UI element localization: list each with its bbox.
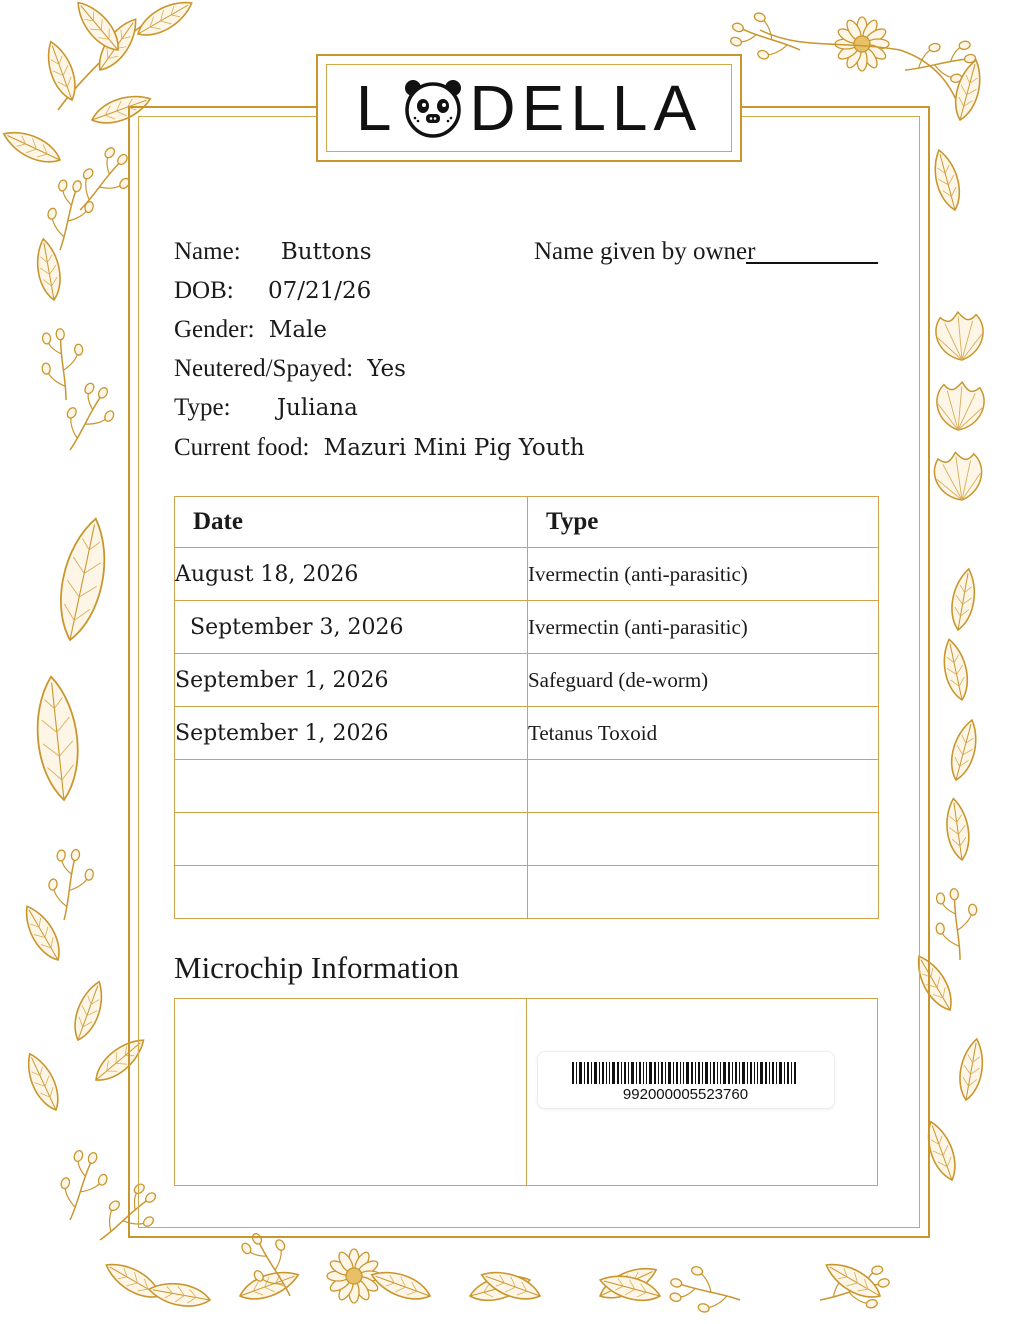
gender-value: Male [268, 317, 328, 343]
table-row [175, 654, 879, 707]
record-date: September 3, 2026 [175, 601, 528, 654]
record-type: Ivermectin (anti-parasitic) [528, 548, 879, 601]
table-header-row [175, 497, 879, 548]
microchip-right-cell [526, 999, 878, 1185]
food-value: Mazuri Mini Pig Youth [323, 435, 585, 461]
owner-name-label: Name given by owner [534, 238, 756, 265]
record-date [175, 866, 528, 919]
gender-field [174, 316, 327, 344]
dob-label: DOB: [174, 277, 234, 304]
header-date: Date [175, 497, 528, 548]
owner-name-field [534, 238, 755, 266]
logo-box [316, 54, 742, 162]
type-label: Type: [174, 394, 231, 421]
neutered-value: Yes [367, 356, 406, 382]
barcode-label [537, 1051, 835, 1109]
dob-value: 07/21/26 [267, 278, 372, 304]
food-label: Current food: [174, 434, 310, 461]
microchip-left-cell [175, 999, 526, 1185]
brand-name-left: L [355, 72, 398, 144]
record-type: Tetanus Toxoid [528, 707, 879, 760]
name-label: Name: [174, 238, 241, 265]
record-type [528, 866, 879, 919]
treatment-records-table [174, 496, 879, 919]
type-value: Juliana [276, 395, 358, 421]
record-date: September 1, 2026 [175, 707, 528, 760]
neutered-field [174, 355, 406, 383]
table-row [175, 813, 879, 866]
barcode-icon [572, 1062, 796, 1084]
record-type [528, 760, 879, 813]
microchip-box [174, 998, 878, 1186]
record-date: September 1, 2026 [175, 654, 528, 707]
table-row [175, 601, 879, 654]
name-field [174, 238, 372, 266]
gender-label: Gender: [174, 316, 255, 343]
record-date [175, 813, 528, 866]
table-row [175, 866, 879, 919]
microchip-title: Microchip Information [174, 950, 459, 985]
table-row [175, 760, 879, 813]
record-type [528, 813, 879, 866]
record-type: Ivermectin (anti-parasitic) [528, 601, 879, 654]
microchip-number: 992000005523760 [622, 1086, 749, 1103]
record-date: August 18, 2026 [175, 548, 528, 601]
owner-name-blank [746, 262, 878, 264]
panda-face-icon [401, 76, 465, 140]
table-row [175, 707, 879, 760]
neutered-label: Neutered/Spayed: [174, 355, 354, 382]
record-type: Safeguard (de-worm) [528, 654, 879, 707]
name-value: Buttons [280, 239, 372, 265]
table-row [175, 548, 879, 601]
header-type: Type [528, 497, 879, 548]
type-field [174, 394, 358, 422]
brand-name-right: DELLA [469, 72, 703, 144]
brand-logo [355, 72, 703, 144]
record-date [175, 760, 528, 813]
food-field [174, 434, 585, 462]
dob-field [174, 277, 371, 305]
